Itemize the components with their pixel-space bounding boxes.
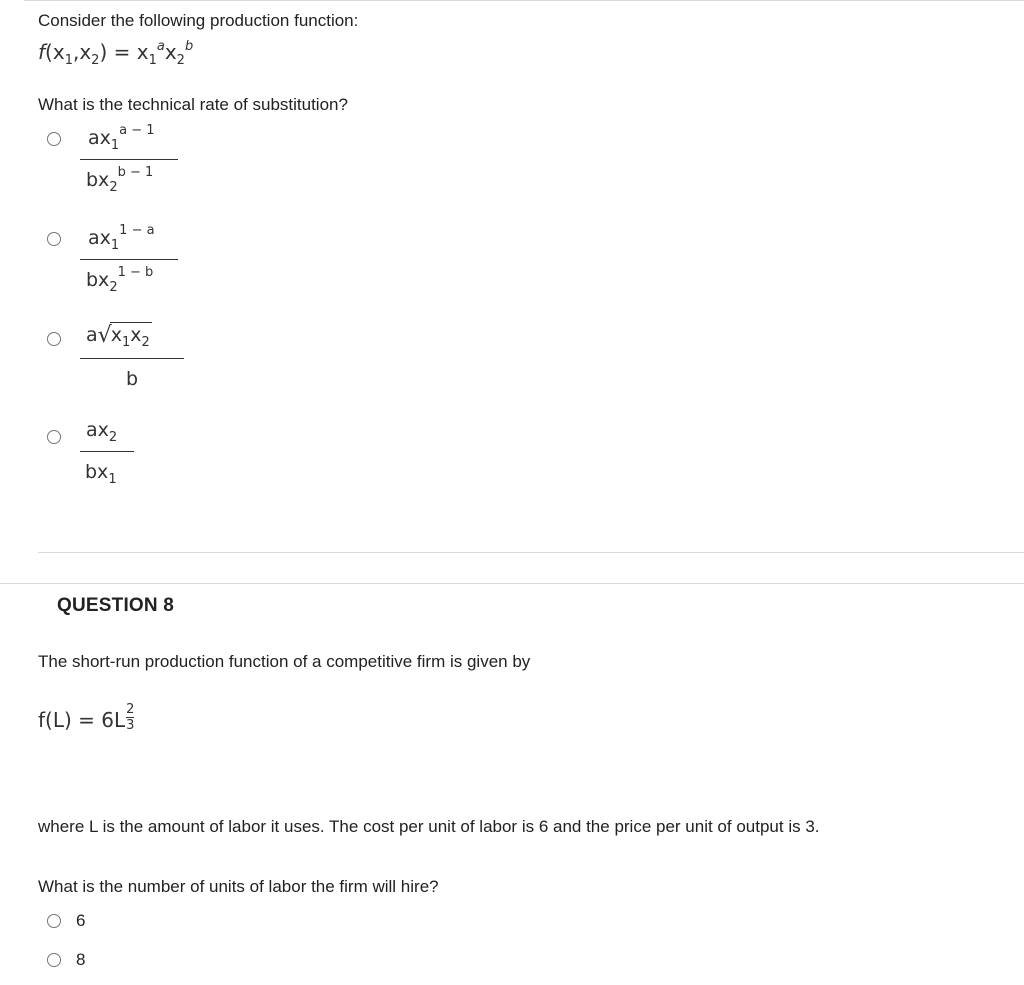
q7-option-3-radio[interactable] [47,332,61,346]
q7-option-4-fraction [80,418,134,487]
q7-option-3-fraction-bar [80,358,184,359]
q8-intro: The short-run production function of a competitive firm is given by [38,652,531,671]
q7-option-4-numerator: $ax_2$ [86,419,118,445]
q7-option-1-denominator: $bx_2^{b - 1}$ [86,165,154,195]
q8-production-function: f(L) = 6L $\frac{2}{3}$ [38,702,135,733]
q7-option-2-denominator: $bx_2^{1 - b}$ [86,265,154,295]
q8-option-2-radio[interactable] [47,953,61,967]
q7-intro: Consider the following production function: [38,11,359,30]
q7-option-2-radio[interactable] [47,232,61,246]
q7-option-4-denominator: $bx_1$ [85,461,117,487]
q7-option-1-radio[interactable] [47,132,61,146]
q8-context: where L is the amount of labor it uses. The cost per unit of labor is 6 and the price per unit of output is 3. [38,817,820,836]
q7-prompt: What is the technical rate of substitution? [38,95,348,114]
q7-option-1-fraction [80,123,178,195]
q8-prompt: What is the number of units of labor the firm will hire? [38,877,439,896]
question-divider [38,552,1024,553]
q7-option-1-numerator: $ax_1^{a - 1}$ [88,123,155,153]
q7-option-4-radio[interactable] [47,430,61,444]
q7-option-4-fraction-bar [80,451,134,452]
q7-option-3-fraction [80,322,184,391]
question-8-header: QUESTION 8 [57,595,175,616]
q8-option-2-label[interactable]: 8 [76,950,86,969]
q7-production-function: $f(x_1,x_2) = x_1^ax_2^b$ [38,39,194,68]
q7-option-2-fraction [80,223,178,295]
q8-exponent-fraction: $\frac{2}{3}$ [126,702,135,733]
q7-option-3-numerator: $a√x_1x_2$ [86,323,150,350]
q7-option-1-fraction-bar [80,159,178,160]
top-border [24,0,1024,1]
question-block-border [0,583,1024,584]
sqrt-symbol: $√x_1x_2$ [97,323,150,350]
q7-option-2-fraction-bar [80,259,178,260]
q7-option-2-numerator: $ax_1^{1 - a}$ [88,223,155,253]
q8-option-1-label[interactable]: 6 [76,911,86,930]
q7-option-3-denominator: b [125,368,139,390]
q8-option-1-radio[interactable] [47,914,61,928]
